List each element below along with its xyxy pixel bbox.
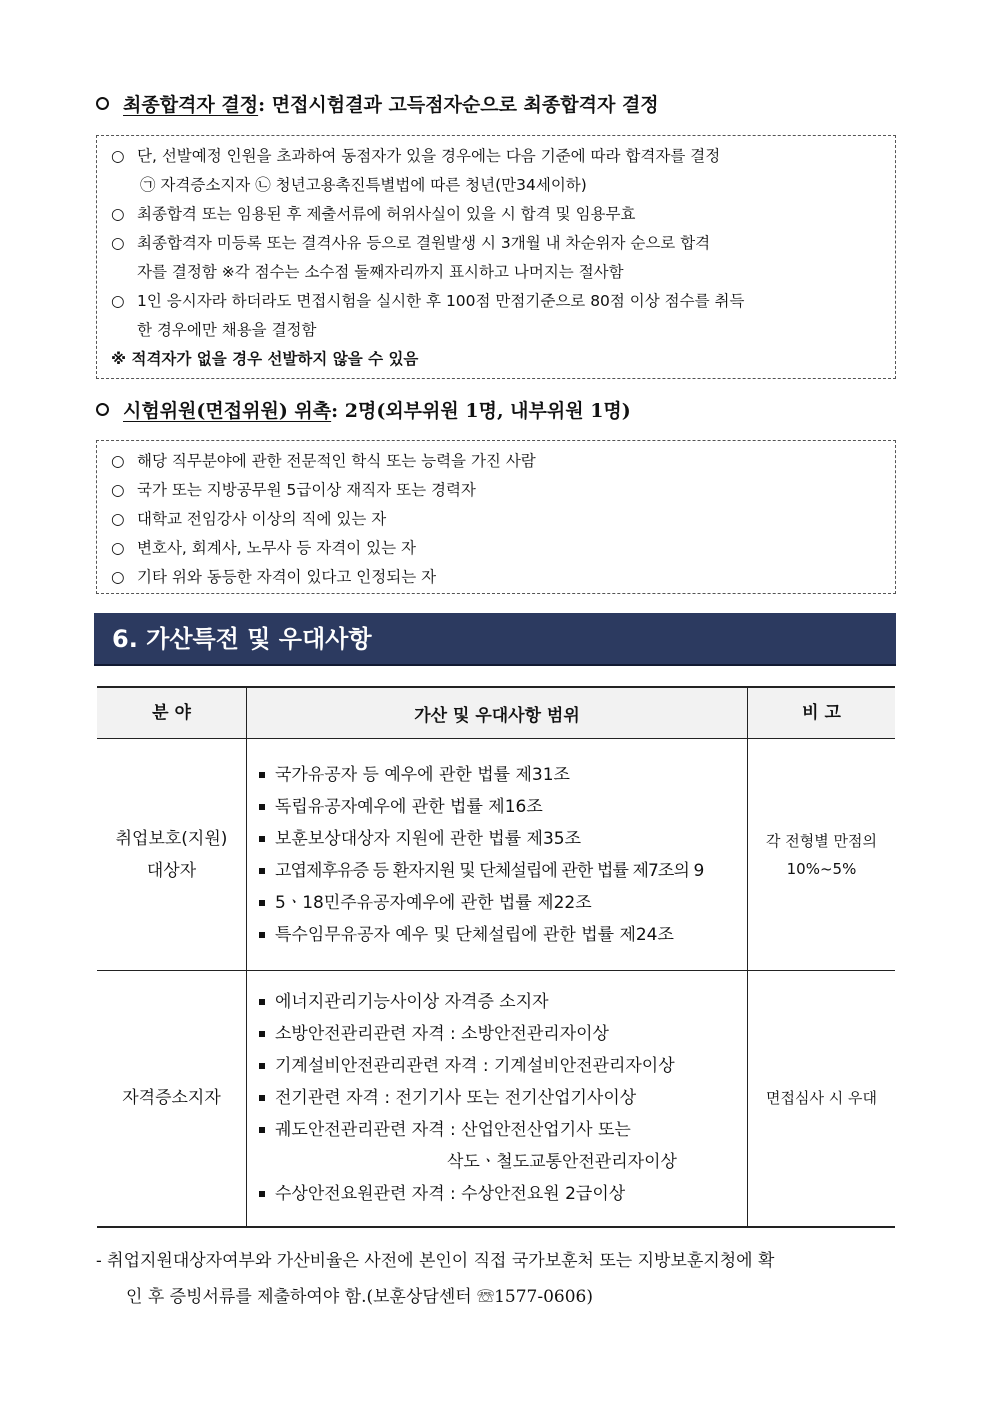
examiners-title: 시험위원(면접위원) 위촉 bbox=[123, 400, 332, 422]
range-cell bbox=[247, 971, 748, 1227]
note-cell: 면접심사 시 우대 bbox=[748, 971, 896, 1227]
list-item: 보훈보상대상자 지원에 관한 법률 제35조 bbox=[257, 823, 739, 855]
list-item: 에너지관리기능사이상 자격증 소지자 bbox=[257, 986, 739, 1018]
field-cell: 자격증소지자 bbox=[97, 971, 247, 1227]
final-decision-title: 최종합격자 결정 bbox=[123, 94, 259, 116]
list-item: ○ 최종합격 또는 임용된 후 제출서류에 허위사실이 있을 시 합격 및 임용무효 bbox=[111, 205, 636, 223]
list-item: ○ 변호사, 회계사, 노무사 등 자격이 있는 자 bbox=[111, 539, 416, 557]
list-item: 독립유공자예우에 관한 법률 제16조 bbox=[257, 791, 739, 823]
field-cell: 취업보호(지원) 대상자 bbox=[97, 739, 247, 971]
column-header-note: 비 고 bbox=[748, 687, 896, 739]
range-cell bbox=[247, 739, 748, 971]
list-item-continued: 한 경우에만 채용을 결정함 bbox=[137, 321, 317, 339]
list-item: ○ 기타 위와 동등한 자격이 있다고 인정되는 자 bbox=[111, 568, 437, 586]
examiners-rest: : 2명(외부위원 1명, 내부위원 1명) bbox=[331, 400, 631, 422]
list-item: 특수임무유공자 예우 및 단체설립에 관한 법률 제24조 bbox=[257, 919, 739, 951]
list-item-continued: 삭도ㆍ철도교통안전관리자이상 bbox=[447, 1152, 677, 1173]
circle-bullet-icon bbox=[96, 403, 109, 416]
examiners-heading bbox=[96, 396, 631, 423]
footer-line-2: 인 후 증빙서류를 제출하여야 함.(보훈상담센터 ☏1577-0606) bbox=[126, 1287, 593, 1307]
final-decision-heading bbox=[96, 90, 659, 117]
list-item: ○ 대학교 전임강사 이상의 직에 있는 자 bbox=[111, 510, 387, 528]
list-item: 소방안전관리관련 자격 : 소방안전관리자이상 bbox=[257, 1018, 739, 1050]
circle-bullet-icon bbox=[96, 97, 109, 110]
list-item: ○ 1인 응시자라 하더라도 면접시험을 실시한 후 100점 만점기준으로 80점 이상 점수를 취득 bbox=[111, 292, 745, 310]
column-header-field: 분 야 bbox=[97, 687, 247, 739]
list-item: ○ 해당 직무분야에 관한 전문적인 학식 또는 능력을 가진 사람 bbox=[111, 452, 536, 470]
list-item: 기계설비안전관리관련 자격 : 기계설비안전관리자이상 bbox=[257, 1050, 739, 1082]
list-item: ○ 최종합격자 미등록 또는 결격사유 등으로 결원발생 시 3개월 내 차순위자 순으로 합격 bbox=[111, 234, 711, 252]
column-header-range: 가산 및 우대사항 범위 bbox=[247, 687, 748, 739]
list-item: 5ㆍ18민주유공자예우에 관한 법률 제22조 bbox=[257, 887, 739, 919]
list-item: 궤도안전관리관련 자격 : 산업안전산업기사 또는 bbox=[257, 1114, 739, 1146]
section-title-bar: 6. 가산특전 및 우대사항 bbox=[94, 613, 896, 666]
examiners-box bbox=[96, 440, 896, 594]
list-item-continued: ㉠ 자격증소지자 ㉡ 청년고용촉진특별법에 따른 청년(만34세이하) bbox=[140, 176, 587, 194]
list-item: ○ 국가 또는 지방공무원 5급이상 재직자 또는 경력자 bbox=[111, 481, 476, 499]
footer-note bbox=[96, 1243, 896, 1315]
benefits-table bbox=[97, 686, 895, 1228]
footer-line-1: - 취업지원대상자여부와 가산비율은 사전에 본인이 직접 국가보훈처 또는 지방보훈지청에 확 bbox=[96, 1251, 775, 1271]
note-text: ※ 적격자가 없을 경우 선발하지 않을 수 있음 bbox=[111, 350, 419, 368]
list-item-continued: 자를 결정함 ※각 점수는 소수점 둘째자리까지 표시하고 나머지는 절사함 bbox=[137, 263, 624, 281]
list-item: 수상안전요원관련 자격 : 수상안전요원 2급이상 bbox=[257, 1178, 739, 1210]
table-row bbox=[97, 739, 895, 971]
final-decision-rest: : 면접시험결과 고득점자순으로 최종합격자 결정 bbox=[258, 94, 659, 116]
final-decision-box bbox=[96, 135, 896, 379]
list-item: 고엽제후유증 등 환자지원 및 단체설립에 관한 법률 제7조의 9 bbox=[257, 855, 739, 887]
list-item: ○ 단, 선발예정 인원을 초과하여 동점자가 있을 경우에는 다음 기준에 따라 합격자를 결정 bbox=[111, 147, 721, 165]
note-cell: 각 전형별 만점의 10%~5% bbox=[748, 739, 896, 971]
table-header-row bbox=[97, 687, 895, 739]
list-item: 전기관련 자격 : 전기기사 또는 전기산업기사이상 bbox=[257, 1082, 739, 1114]
table-row bbox=[97, 971, 895, 1227]
list-item: 국가유공자 등 예우에 관한 법률 제31조 bbox=[257, 759, 739, 791]
